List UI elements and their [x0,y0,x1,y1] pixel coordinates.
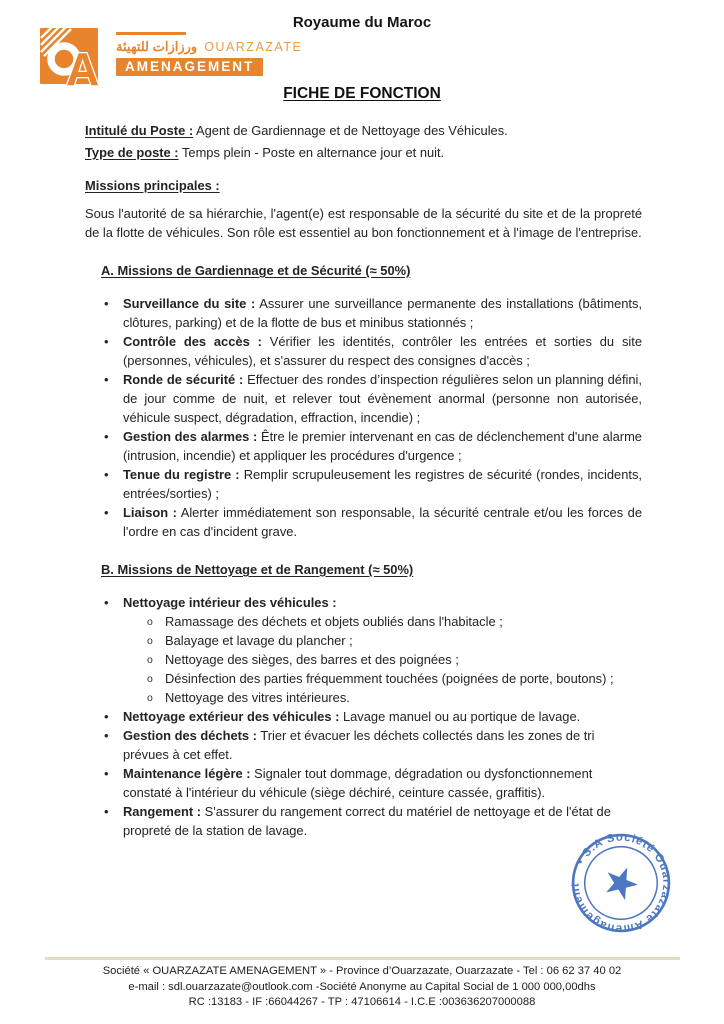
stamp-star-icon: ★ [593,852,649,914]
list-item [85,294,642,332]
oa-monogram-icon [40,28,102,92]
item-label: Tenue du registre : [123,467,240,482]
field-intitule-label: Intitulé du Poste : [85,123,194,138]
list-item [85,726,642,764]
sub-list-item: o Ramassage des déchets et objets oubliés dans l'habitacle ; [123,612,642,631]
logo-rule [116,32,186,35]
list-item [85,370,642,427]
item-label: Nettoyage extérieur des véhicules : [123,709,340,724]
interior-cleaning-sublist [123,612,642,707]
company-stamp-icon [568,830,674,936]
footer [0,964,724,1011]
field-type-value: Temps plein - Poste en alternance jour et nuit. [181,145,445,160]
field-type [85,142,642,164]
item-text: Alerter immédiatement son responsable, la sécurité centrale et/ou les forces de l'ordre en cas d'incident grave. [123,505,643,539]
list-item [85,465,642,503]
list-item [85,593,642,707]
list-item [85,764,642,802]
kingdom-title: Royaume du Maroc [292,14,432,31]
section-b-list [85,593,642,840]
item-text: Être le premier intervenant en cas de déclenchement d'une alarme (intrusion, incendie) et appliquer les procédures d'urgence ; [123,429,642,463]
list-item [85,332,642,370]
logo-banner: AMENAGEMENT [116,58,263,76]
section-a-heading: A. Missions de Gardiennage et de Sécurité (≈ 50%) [101,263,411,278]
item-text: Effectuer des rondes d’inspection régulières selon un planning défini, de jour comme de nuit, et relever tout évènement anormal (personne non autorisée, véhicule suspect, dégradation, effraction, incendie) ; [123,372,643,425]
list-item [85,802,642,840]
footer-line-2: e-mail : sdl.ouarzazate@outlook.com -Société Anonyme au Capital Social de 1 000 000,00dhs [128,980,596,993]
item-text: Vérifier les identités, contrôler les entrées et sorties du site (personnes, véhicules), et s'assurer du respect des consignes d'accès ; [123,334,642,368]
section-b-heading: B. Missions de Nettoyage et de Rangement (≈ 50%) [101,562,414,577]
item-label: Ronde de sécurité : [123,372,244,387]
list-item [85,427,642,465]
list-item [85,707,642,726]
sub-list-item: o Nettoyage des sièges, des barres et des poignées ; [123,650,642,669]
document-body [85,120,642,840]
footer-line-1: Société « OUARZAZATE AMENAGEMENT » - Province d’Ouarzazate, Ouarzazate - Tel : 06 62 37 40 02 [102,965,622,977]
stamp-ring-text: • S.A Société Ouarzazate Amenagement [569,831,673,935]
footer-line-3: RC :13183 - IF :66044267 - TP : 47106614 - I.C.E :003636207000088 [188,996,536,1008]
field-intitule-value: Agent de Gardiennage et de Nettoyage des Véhicules. [196,123,508,138]
sub-list-item: o Balayage et lavage du plancher ; [123,631,642,650]
item-text: Remplir scrupuleusement les registres de sécurité (rondes, incidents, entrées/sorties) ; [123,467,642,501]
item-label: Rangement : [123,804,202,819]
logo-text-block [116,28,302,76]
item-label: Gestion des déchets : [123,728,257,743]
section-a-list [85,294,642,541]
company-logo [40,28,302,92]
footer-divider [45,957,680,960]
item-label: Contrôle des accès : [123,334,262,349]
item-label: Gestion des alarmes : [123,429,258,444]
item-text: Trier et évacuer les déchets collectés dans les zones de tri prévues à cet effet. [123,728,595,762]
field-type-label: Type de poste : [85,145,179,160]
page-title: FICHE DE FONCTION [283,85,441,102]
logo-latin-name: OUARZAZATE [204,40,303,54]
item-text: Signaler tout dommage, dégradation ou dysfonctionnement constaté à l'intérieur du véhicule (siège déchiré, ceinture cassée, graffitis). [123,766,593,800]
logo-arabic-name: ورزازات للتهيئة [116,39,198,54]
item-text: Assurer une surveillance permanente des installations (bâtiments, clôtures, parking) et de la flotte de bus et minibus stationnés ; [123,296,643,330]
sub-list-item: o Désinfection des parties fréquemment touchées (poignées de porte, boutons) ; [123,669,642,688]
item-label: Maintenance légère : [123,766,251,781]
list-item [85,503,642,541]
field-intitule [85,120,642,142]
missions-intro-paragraph: Sous l'autorité de sa hiérarchie, l'agent(e) est responsable de la sécurité du site et de la propreté de la flotte de véhicules. Son rôle est essentiel au bon fonctionnement et à l'image de l'entreprise. [85,206,642,240]
monogram-letter: A [66,43,100,92]
item-label: Nettoyage intérieur des véhicules : [123,595,337,610]
item-text: Lavage manuel ou au portique de lavage. [342,709,581,724]
item-text: S'assurer du rangement correct du matériel de nettoyage et de l'état de propreté de la station de lavage. [123,804,611,838]
sub-list-item: o Nettoyage des vitres intérieures. [123,688,642,707]
missions-heading: Missions principales : [85,178,220,193]
item-label: Liaison : [123,505,177,520]
item-label: Surveillance du site : [123,296,256,311]
